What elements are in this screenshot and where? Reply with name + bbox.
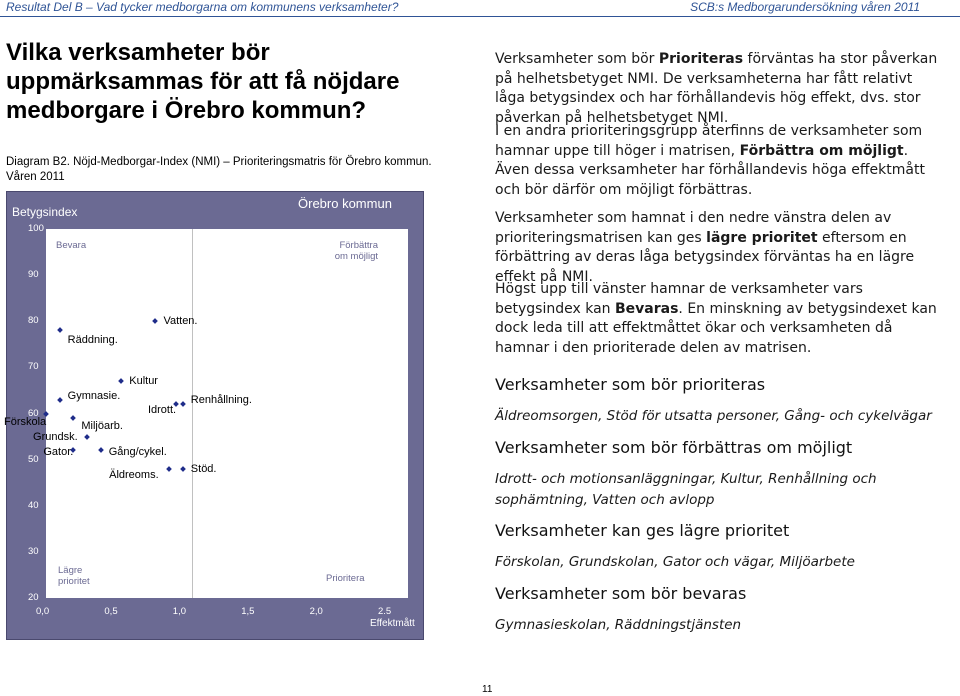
page-title: Vilka verksamheter bör uppmärksammas för att få nöjdare medborgare i Örebro kommun? <box>6 39 400 124</box>
list-forbattras: Idrott- och motionsanläggningar, Kultur, Renhållning och sophämtning, Vatten och avlopp <box>495 471 877 508</box>
list-bevaras: Gymnasieskolan, Räddningstjänsten <box>495 617 742 633</box>
data-point-label: Miljöarb. <box>81 420 123 433</box>
y-tick-label: 100 <box>28 223 44 234</box>
y-tick-label: 40 <box>28 499 39 511</box>
y-tick-label: 90 <box>28 269 39 281</box>
paragraph-bevara: Högst upp till vänster hamnar de verksamheter vars betygsindex kan Bevaras. En minskning av betygsindexet kan dock leda till att effektmåttet ökar och verksamheten då hamnar i den prioriterade delen av matrisen. <box>495 281 937 356</box>
page-header <box>0 0 960 16</box>
paragraph-lagre: Verksamheter som hamnat i den nedre vänstra delen av prioriteringsmatrisen kan ges lägre prioritet eftersom en förbättring av deras låga betygsindex förväntas ha en lägre effekt på NMI. <box>495 210 915 285</box>
y-axis-label: Betygsindex <box>12 205 78 219</box>
paragraph-forbattra: I en andra prioriteringsgrupp återfinns de verksamheter som hamnar uppe till höger i matrisen, Förbättra om möjligt. Även dessa verksamheter har förhållandevis höga effektmått och bör därför om möjligt förbättras. <box>495 123 925 198</box>
data-point-label: Gymnasie. <box>67 389 121 402</box>
quadrant-prioritera: Prioritera <box>326 573 365 584</box>
header-source: SCB:s Medborgarundersökning våren 2011 <box>690 0 920 14</box>
y-tick-label: 80 <box>28 315 39 327</box>
chart-title: Örebro kommun <box>298 196 392 211</box>
data-point-label: Gator. <box>43 446 74 459</box>
data-point-label: Förskola <box>4 415 47 428</box>
x-tick-label: 2,0 <box>309 606 323 617</box>
list-prioriteras: Äldreomsorgen, Stöd för utsatta personer, Gång- och cykelvägar <box>495 408 932 424</box>
y-tick-label: 20 <box>28 592 39 603</box>
plot-area <box>46 229 408 598</box>
data-point-label: Grundsk. <box>33 430 78 443</box>
x-tick-label: 2.5 <box>378 606 392 617</box>
y-tick-label: 60 <box>28 407 39 419</box>
x-tick-label: 1,5 <box>241 606 255 617</box>
data-point-label: Stöd. <box>190 462 217 475</box>
data-point-label: Räddning. <box>67 334 118 347</box>
caption-line-1: Diagram B2. Nöjd-Medborgar-Index (NMI) – Prioriteringsmatris för Örebro kommun. <box>6 156 432 168</box>
paragraph-prioritera: Verksamheter som bör Prioriteras förväntas ha stor påverkan på helhetsbetyget NMI. De verksamheterna har fått relativt låga betygsindex och har förhållandevis hög effekt, dvs. stor påverkan på helhetsbetyget NMI. <box>495 51 938 126</box>
heading-forbattras: Verksamheter som bör förbättras om möjligt <box>495 438 853 457</box>
quadrant-bevara: Bevara <box>56 240 87 251</box>
page-number: 11 <box>482 684 493 695</box>
quadrant-forbattra: Förbättra om möjligt <box>334 240 378 262</box>
heading-prioriteras: Verksamheter som bör prioriteras <box>495 375 766 394</box>
data-point-label: Gång/cykel. <box>108 446 167 459</box>
data-point-label: Idrott. <box>147 404 177 417</box>
quadrant-divider <box>192 229 193 598</box>
data-point-label: Äldreoms. <box>109 468 159 481</box>
x-tick-label: 0,5 <box>104 606 118 617</box>
header-divider <box>0 16 960 17</box>
x-tick-label: 0,0 <box>36 606 50 617</box>
quadrant-lagre-prioritet: Lägre prioritet <box>58 565 90 587</box>
x-tick-label: 1,0 <box>172 606 187 617</box>
y-tick-label: 30 <box>28 545 39 557</box>
chart-caption <box>6 155 476 185</box>
data-point-label: Vatten. <box>163 315 198 328</box>
data-point-label: Renhållning. <box>190 394 252 407</box>
y-tick-label: 50 <box>28 453 39 465</box>
y-tick-label: 70 <box>28 361 39 373</box>
data-point-label: Kultur <box>129 375 158 388</box>
header-title: Resultat Del B – Vad tycker medborgarna om kommunens verksamheter? <box>6 0 399 14</box>
heading-bevaras: Verksamheter som bör bevaras <box>495 584 747 603</box>
list-lagre-prioritet: Förskolan, Grundskolan, Gator och vägar, Miljöarbete <box>495 554 855 570</box>
x-axis-label: Effektmått <box>370 618 415 629</box>
heading-lagre-prioritet: Verksamheter kan ges lägre prioritet <box>495 521 790 540</box>
caption-line-2: Våren 2011 <box>6 171 65 183</box>
